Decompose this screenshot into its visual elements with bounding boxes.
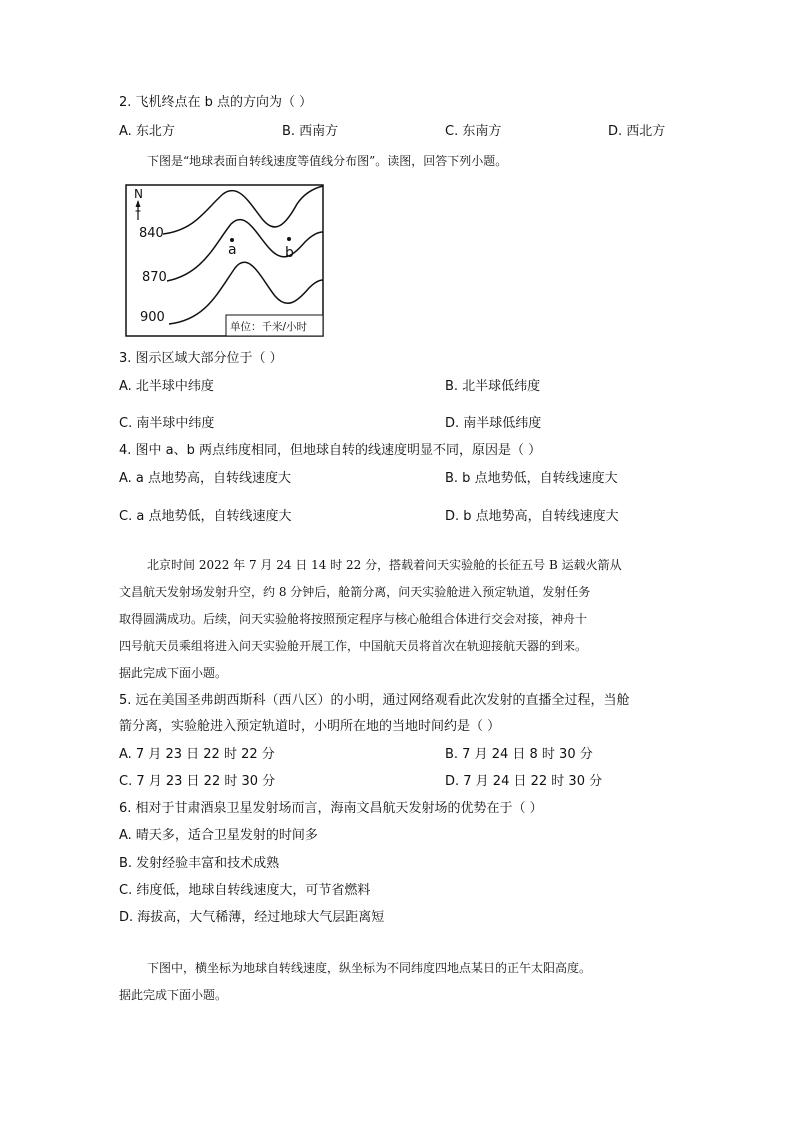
isoline-map (125, 184, 325, 337)
q3-option-c: C. 南半球中纬度 (119, 416, 215, 431)
q2-option-b: B. 西南方 (282, 124, 339, 139)
q5-option-d: D. 7 月 24 日 22 时 30 分 (445, 774, 603, 789)
q4-option-b: B. b 点地势低，自转线速度大 (445, 471, 618, 486)
point-b-marker (287, 237, 291, 241)
q6-stem: 6. 相对于甘肃酒泉卫星发射场而言，海南文昌航天发射场的优势在于（ ） (119, 801, 543, 816)
q2-option-a: A. 东北方 (119, 124, 175, 139)
passage-line-3: 取得圆满成功。后续，问天实验舱将按照预定程序与核心舱组合体进行交会对接，神舟十 (119, 612, 588, 626)
passage-line-4: 四号航天员乘组将进入问天实验舱开展工作，中国航天员将首次在轨迎接航天器的到来。 (119, 639, 588, 653)
q5-option-c: C. 7 月 23 日 22 时 30 分 (119, 774, 276, 789)
q6-option-d: D. 海拔高，大气稀薄，经过地球大气层距离短 (119, 910, 385, 925)
q3-option-b: B. 北半球低纬度 (445, 379, 541, 394)
q5-stem-line-2: 箭分离，实验舱进入预定轨道时，小明所在地的当地时间约是（ ） (119, 719, 501, 734)
point-b-label: b (285, 245, 294, 261)
contour-label-840: 840 (139, 226, 164, 241)
q4-option-a: A. a 点地势高，自转线速度大 (119, 471, 292, 486)
q5-stem-line-1: 5. 远在美国圣弗朗西斯科（西八区）的小明，通过网络观看此次发射的直播全过程，当舱 (119, 693, 630, 708)
q2-option-c: C. 东南方 (445, 124, 502, 139)
q3-option-d: D. 南半球低纬度 (445, 416, 542, 431)
q6-option-b: B. 发射经验丰富和技术成熟 (119, 856, 280, 871)
passage-line-5: 据此完成下面小题。 (119, 666, 228, 680)
contour-label-870: 870 (142, 270, 167, 285)
q3-option-a: A. 北半球中纬度 (119, 379, 214, 394)
map-intro: 下图是“地球表面自转线速度等值线分布图”。读图，回答下列小题。 (147, 154, 508, 168)
north-label: N (134, 187, 143, 201)
q5-option-b: B. 7 月 24 日 8 时 30 分 (445, 747, 593, 762)
q4-option-d: D. b 点地势高，自转线速度大 (445, 509, 619, 524)
q2-stem: 2. 飞机终点在 b 点的方向为（ ） (119, 95, 313, 110)
q6-option-a: A. 晴天多，适合卫星发射的时间多 (119, 828, 318, 843)
q6-option-c: C. 纬度低，地球自转线速度大，可节省燃料 (119, 883, 371, 898)
contour-label-900: 900 (140, 310, 165, 325)
q5-option-a: A. 7 月 23 日 22 时 22 分 (119, 747, 275, 762)
passage-line-2: 文昌航天发射场发射升空，约 8 分钟后，舱箭分离，问天实验舱进入预定轨道，发射任务 (119, 585, 591, 599)
next-intro-line-2: 据此完成下面小题。 (119, 988, 228, 1002)
q3-stem: 3. 图示区域大部分位于（ ） (119, 351, 283, 366)
next-intro-line-1: 下图中，横坐标为地球自转线速度，纵坐标为不同纬度四地点某日的正午太阳高度。 (147, 961, 592, 975)
point-a-label: a (228, 242, 237, 258)
q2-option-d: D. 西北方 (608, 124, 666, 139)
q4-option-c: C. a 点地势低，自转线速度大 (119, 509, 292, 524)
passage-line-1: 北京时间 2022 年 7 月 24 日 14 时 22 分，搭载着问天实验舱的长征五号 B 运载火箭从 (147, 558, 622, 572)
unit-label: 单位：千米/小时 (230, 321, 308, 333)
q4-stem: 4. 图中 a、b 两点纬度相同，但地球自转的线速度明显不同，原因是（ ） (119, 443, 542, 458)
